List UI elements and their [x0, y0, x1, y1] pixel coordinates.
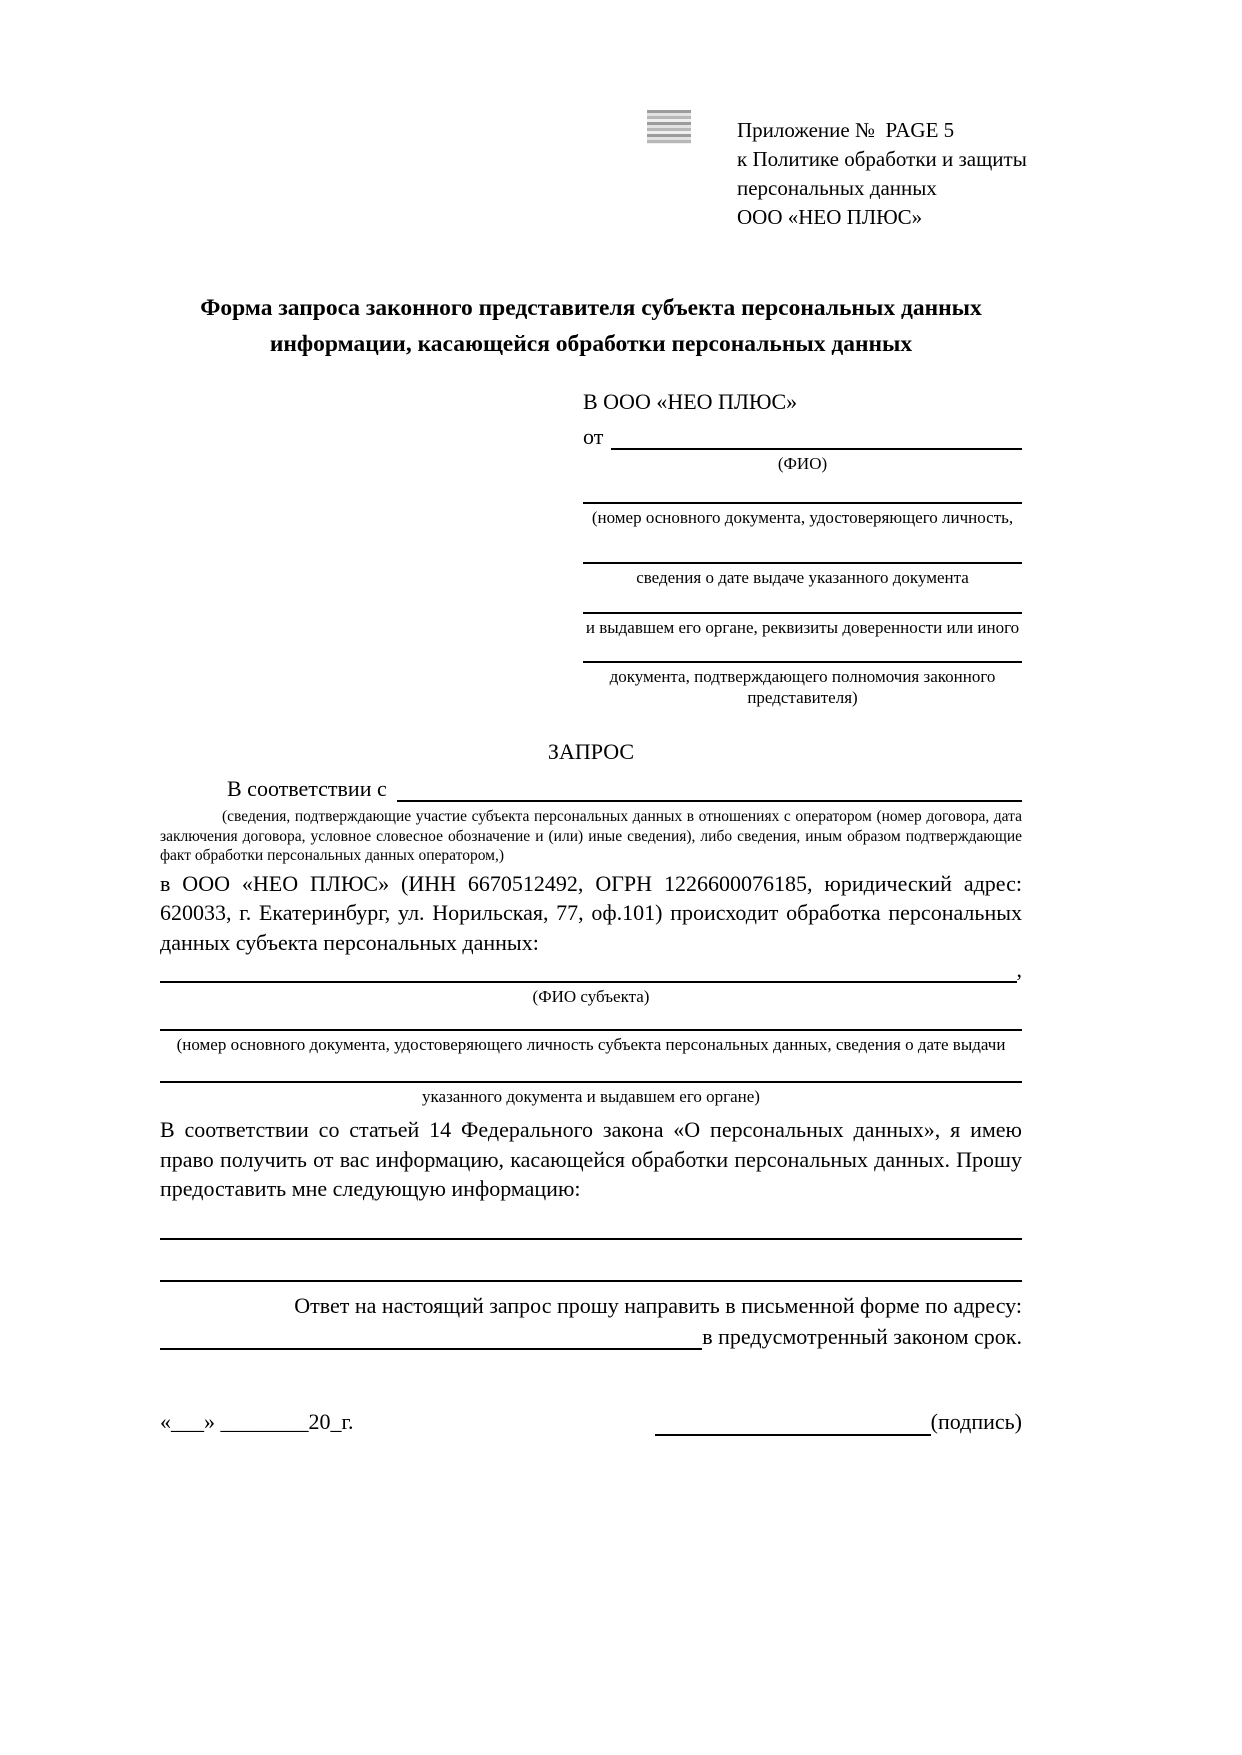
appendix-line: персональных данных: [737, 176, 937, 200]
subject-document-caption-line2: указанного документа и выдавшем его органе): [422, 1087, 760, 1106]
addressee-company: В ООО «НЕО ПЛЮС»: [583, 389, 798, 414]
from-label: от: [583, 424, 604, 449]
document-title-line2: информации, касающейся обработки персональных данных: [269, 331, 913, 357]
reply-address-field-row: [160, 1320, 1022, 1350]
fio-caption: (ФИО): [777, 454, 828, 473]
reply-tail: в предусмотренный законом срок.: [702, 1323, 1022, 1349]
document-title-line1: Форма запроса законного представителя субъекта персональных данных: [200, 295, 982, 321]
law-paragraph: В соответствии со статьей 14 Федерального закона «О персональных данных», я имею право получить от вас информацию, касающейся обработки персональных данных. Прошу предоставить мне следующую информацию:: [160, 1117, 1022, 1201]
reply-address-fill-line: [160, 1348, 702, 1350]
id-document-fill-line: [583, 502, 1022, 504]
subject-document-fill-line: [160, 1029, 1022, 1031]
from-fill-line: [611, 448, 1022, 450]
subject-document-fill-line-2: [160, 1081, 1022, 1083]
accordance-field-row: [160, 772, 1022, 802]
addressee-block: [583, 388, 1022, 708]
signature-fill-line: [655, 1412, 931, 1436]
appendix-line: ООО «НЕО ПЛЮС»: [737, 205, 923, 229]
accordance-prefix: В соответствии с: [227, 776, 387, 801]
issuing-authority-fill-line: [583, 612, 1022, 614]
accordance-note: (сведения, подтверждающие участие субъекта персональных данных в отношениях с оператором (номер договора, дата заключения договора, условное словесное обозначение и (или) иные сведения), либо сведения, иным образом подтверждающие факт обработки персональных данных оператором,): [160, 808, 1022, 864]
document-title: [160, 290, 1022, 362]
signature-caption: (подпись): [930, 1408, 1022, 1434]
from-field-row: [583, 420, 1022, 450]
appendix-line: Приложение № PAGE 5: [737, 118, 955, 142]
subject-fio-caption: (ФИО субъекта): [532, 987, 650, 1006]
subject-fio-field-row: [160, 957, 1022, 983]
appendix-reference: [737, 116, 1027, 232]
appendix-line: к Политике обработки и защиты: [737, 147, 1027, 171]
subject-fio-fill-line: [160, 981, 1017, 983]
id-document-caption: (номер основного документа, удостоверяющего личность,: [591, 508, 1014, 527]
reply-intro: Ответ на настоящий запрос прошу направить в письменной форме по адресу:: [294, 1292, 1022, 1318]
request-heading: ЗАПРОС: [547, 739, 635, 764]
requested-info-fill-line-1: [160, 1238, 1022, 1240]
date-signature-row: [160, 1408, 1022, 1436]
representative-authority-fill-line: [583, 661, 1022, 663]
subject-document-caption-line1: (номер основного документа, удостоверяющего личность субъекта персональных данных, сведения о дате выдачи: [176, 1035, 1006, 1054]
issue-date-fill-line: [583, 562, 1022, 564]
date-field: «___» ________20_г.: [160, 1408, 354, 1434]
document-header: [160, 106, 1027, 229]
operator-paragraph: в ООО «НЕО ПЛЮС» (ИНН 6670512492, ОГРН 1226600076185, юридический адрес: 620033, г. Екатеринбург, ул. Норильская, 77, оф.101) происходит обработка персональных данных субъекта персональных данных:: [160, 870, 1022, 955]
subject-fio-comma: ,: [1016, 957, 1022, 982]
document-thumbnail-icon: [647, 110, 691, 144]
representative-authority-caption: документа, подтверждающего полномочия законного представителя): [609, 667, 996, 707]
issuing-authority-caption: и выдавшем его органе, реквизиты доверенности или иного: [585, 618, 1020, 637]
accordance-fill-line: [397, 800, 1022, 802]
issue-date-caption: сведения о дате выдаче указанного документа: [636, 568, 969, 587]
signature-group: [655, 1408, 1022, 1436]
requested-info-fill-line-2: [160, 1280, 1022, 1282]
